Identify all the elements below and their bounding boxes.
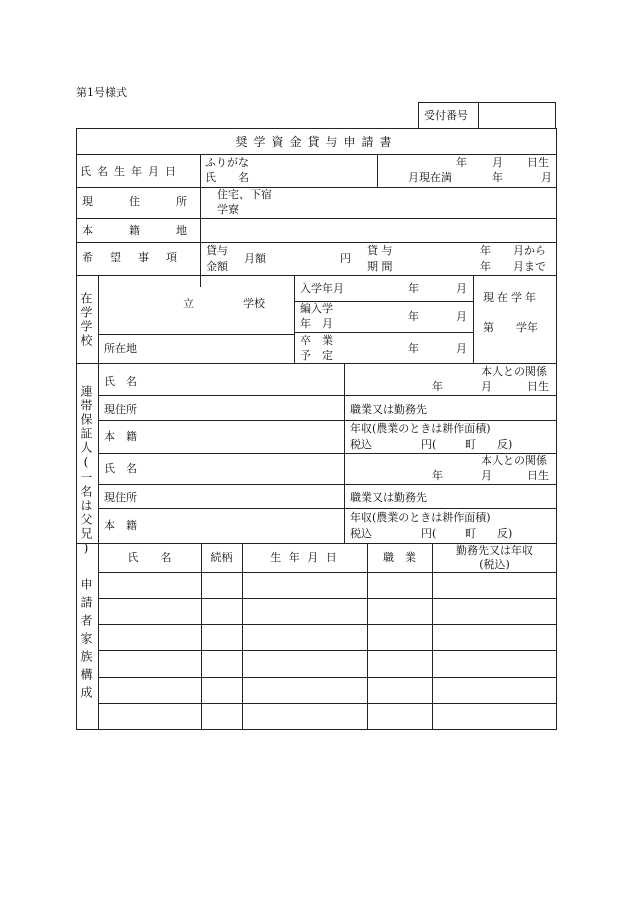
guarantor1-address-label: 現住所 bbox=[104, 403, 137, 416]
guarantor2-yen-label: 円( bbox=[421, 527, 437, 540]
age-month: 月 bbox=[541, 171, 552, 184]
family-row bbox=[98, 677, 557, 678]
guarantor1-relation-label: 本人との関係 bbox=[481, 365, 547, 378]
receipt-label: 受付番号 bbox=[424, 109, 468, 122]
until-month: 月まで bbox=[513, 260, 546, 273]
transfer-month: 月 bbox=[456, 310, 467, 323]
from-month: 月から bbox=[513, 244, 546, 257]
guarantor1-yen-label: 円( bbox=[421, 438, 437, 451]
guarantor2-relation-label: 本人との関係 bbox=[481, 454, 547, 467]
guarantor2-dob-day: 日生 bbox=[527, 469, 549, 482]
family-row bbox=[98, 624, 557, 625]
guarantor-side-label: 連帯保証人(一名は父兄) bbox=[79, 385, 93, 557]
dob-year: 年 bbox=[456, 156, 467, 169]
family-row bbox=[98, 703, 557, 704]
guarantor2-tax-label: 税込 bbox=[350, 527, 372, 540]
family-header-dob: 生 年 月 日 bbox=[270, 551, 339, 564]
guarantor2-name-label: 氏 名 bbox=[104, 462, 137, 475]
loan-label-2: 金額 bbox=[206, 260, 228, 273]
family-header-name: 氏 名 bbox=[127, 551, 172, 564]
guarantor2-occupation-label: 職業又は勤務先 bbox=[350, 491, 427, 504]
transfer-year: 年 bbox=[408, 310, 419, 323]
until-year: 年 bbox=[480, 260, 491, 273]
current-grade-label: 現在学年 bbox=[483, 291, 539, 304]
yen-label: 円 bbox=[340, 252, 351, 265]
guarantor1-tax-label: 税込 bbox=[350, 438, 372, 451]
loan-label-1: 貸与 bbox=[206, 244, 228, 257]
name-label: 氏 名 bbox=[205, 171, 249, 184]
guarantor2-income-label: 年収(農業のときは耕作面積) bbox=[350, 511, 491, 524]
guarantor2-cho-label: 町 bbox=[465, 527, 476, 540]
address-label: 現住所 bbox=[82, 195, 223, 208]
grade-label: 第 学年 bbox=[483, 321, 538, 334]
family-header-relation: 続柄 bbox=[210, 551, 233, 564]
request-label: 希望事項 bbox=[82, 251, 194, 264]
name-dob-label: 氏名生年月日 bbox=[80, 165, 182, 178]
transfer-label-2: 年 月 bbox=[300, 317, 333, 330]
guarantor2-dob-year: 年 bbox=[432, 469, 443, 482]
guarantor1-dob-year: 年 bbox=[432, 380, 443, 393]
admission-month: 月 bbox=[456, 282, 467, 295]
from-year: 年 bbox=[480, 244, 491, 257]
guarantor1-dob-month: 月 bbox=[481, 380, 492, 393]
family-side-label: 申請者家族構成 bbox=[79, 578, 93, 704]
guarantor1-domicile-label: 本 籍 bbox=[104, 430, 137, 443]
dob-day: 日生 bbox=[527, 156, 549, 169]
receipt-value-field[interactable] bbox=[482, 110, 552, 124]
period-label-2: 期 間 bbox=[367, 260, 393, 273]
guarantor1-cho-label: 町 bbox=[465, 438, 476, 451]
period-label-1: 貸 与 bbox=[367, 244, 393, 257]
graduation-label-1: 卒 業 bbox=[300, 334, 333, 347]
family-row bbox=[98, 650, 557, 651]
family-header-employer: 勤務先又は年収 bbox=[456, 544, 533, 557]
family-row bbox=[98, 598, 557, 599]
guarantor1-dob-day: 日生 bbox=[527, 380, 549, 393]
dob-month: 月 bbox=[492, 156, 503, 169]
school-label: 学校 bbox=[243, 297, 265, 310]
guarantor2-dob-month: 月 bbox=[481, 469, 492, 482]
school-side-label: 在学学校 bbox=[79, 292, 93, 348]
age-label: 月現在満 bbox=[408, 171, 452, 184]
graduation-label-2: 予 定 bbox=[300, 349, 333, 362]
location-label: 所在地 bbox=[104, 342, 137, 355]
guarantor1-occupation-label: 職業又は勤務先 bbox=[350, 403, 427, 416]
guarantor1-income-label: 年収(農業のときは耕作面積) bbox=[350, 422, 491, 435]
dorm-label: 学寮 bbox=[217, 203, 239, 216]
furigana-label: ふりがな bbox=[205, 156, 249, 169]
graduation-month: 月 bbox=[456, 342, 467, 355]
home-label: 住宅、下宿 bbox=[217, 188, 272, 201]
guarantor2-address-label: 現住所 bbox=[104, 491, 137, 504]
admission-year: 年 bbox=[408, 282, 419, 295]
guarantor2-domicile-label: 本 籍 bbox=[104, 519, 137, 532]
form-title: 奨学資金貸与申請書 bbox=[235, 135, 398, 149]
age-year: 年 bbox=[492, 171, 503, 184]
established-label: 立 bbox=[183, 297, 194, 310]
guarantor1-name-label: 氏 名 bbox=[104, 375, 137, 388]
domicile-label: 本籍地 bbox=[82, 224, 223, 237]
form-number: 第1号様式 bbox=[76, 86, 127, 99]
guarantor1-tan-label: 反) bbox=[497, 438, 513, 451]
guarantor2-tan-label: 反) bbox=[497, 527, 513, 540]
admission-label: 入学年月 bbox=[300, 282, 344, 295]
family-header-tax: (税込) bbox=[479, 558, 510, 571]
family-header-occupation: 職 業 bbox=[383, 551, 416, 564]
graduation-year: 年 bbox=[408, 342, 419, 355]
transfer-label-1: 編入学 bbox=[300, 302, 333, 315]
monthly-label: 月額 bbox=[244, 252, 266, 265]
